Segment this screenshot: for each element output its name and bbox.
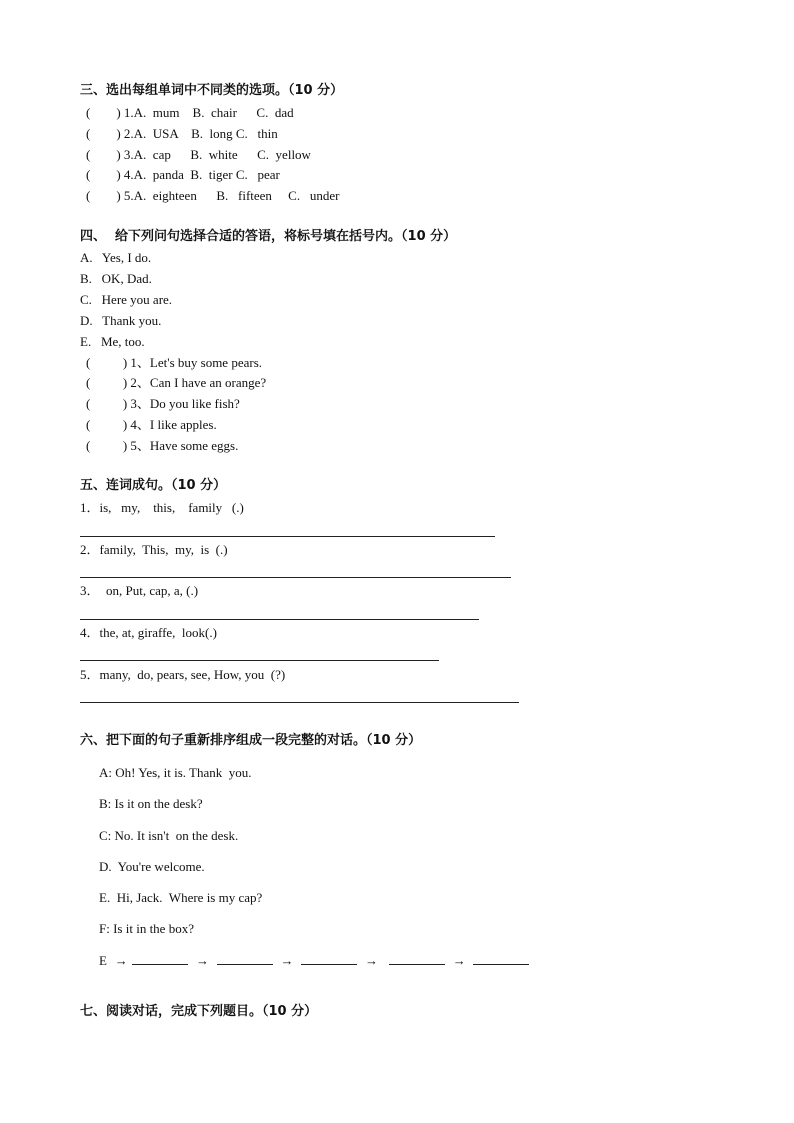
arrow-icon: → — [280, 953, 294, 968]
s6-order-blank-1[interactable] — [132, 952, 188, 965]
s6-order-blank-3[interactable] — [301, 952, 357, 965]
s6-line-f: F: Is it in the box? — [99, 921, 194, 936]
arrow-icon: → — [195, 953, 209, 968]
section-5-title: 五、连词成句。（10 分） — [80, 478, 227, 493]
s4-question-3: ( ) 3、Do you like fish? — [86, 396, 240, 411]
s4-question-4: ( ) 4、I like apples. — [86, 417, 217, 432]
section-7-title: 七、阅读对话，完成下列题目。（10 分） — [80, 1004, 318, 1019]
s3-row-1: ( ) 1.A. mum B. chair C. dad — [86, 105, 294, 120]
arrow-icon: → — [364, 953, 378, 968]
s5-item-1: 1．is, my, this, family (.) — [80, 500, 244, 515]
s4-answer-e: E. Me, too. — [80, 334, 145, 349]
s4-answer-a: A. Yes, I do. — [80, 250, 152, 265]
s3-row-3: ( ) 3.A. cap B. white C. yellow — [86, 147, 311, 162]
s6-order-start: E — [99, 953, 107, 968]
s6-line-d: D. You're welcome. — [99, 859, 205, 874]
s3-row-5: ( ) 5.A. eighteen B. fifteen C. under — [86, 188, 340, 203]
s4-answer-d: D. Thank you. — [80, 313, 162, 328]
s5-answer-line-5[interactable] — [80, 702, 519, 703]
s5-item-4: 4．the, at, giraffe, look(.) — [80, 625, 217, 640]
arrow-icon: → — [114, 953, 128, 968]
section-3-title: 三、选出每组单词中不同类的选项。（10 分） — [80, 83, 344, 98]
section-4-title: 四、 给下列问句选择合适的答语，将标号填在括号内。（10 分） — [80, 229, 457, 244]
s4-answer-b: B. OK, Dad. — [80, 271, 152, 286]
s4-answer-c: C. Here you are. — [80, 292, 173, 307]
s6-line-c: C: No. It isn't on the desk. — [99, 828, 239, 843]
s6-order-blank-2[interactable] — [217, 952, 273, 965]
s6-order-blank-5[interactable] — [473, 952, 529, 965]
s5-item-3: 3． on, Put, cap, a, (.) — [80, 583, 199, 598]
s6-line-a: A: Oh! Yes, it is. Thank you. — [99, 765, 252, 780]
s6-order-row — [99, 952, 529, 969]
s5-answer-line-1[interactable] — [80, 536, 495, 537]
arrow-icon: → — [452, 953, 466, 968]
s5-answer-line-4[interactable] — [80, 660, 439, 661]
s5-answer-line-2[interactable] — [80, 577, 511, 578]
section-6-title: 六、把下面的句子重新排序组成一段完整的对话。（10 分） — [80, 733, 422, 748]
s4-question-1: ( ) 1、Let's buy some pears. — [86, 355, 263, 370]
s6-order-blank-4[interactable] — [389, 952, 445, 965]
s4-question-2: ( ) 2、Can I have an orange? — [86, 375, 267, 390]
s5-answer-line-3[interactable] — [80, 619, 479, 620]
s6-line-b: B: Is it on the desk? — [99, 796, 203, 811]
s6-line-e: E. Hi, Jack. Where is my cap? — [99, 890, 263, 905]
s5-item-5: 5．many, do, pears, see, How, you (?) — [80, 667, 286, 682]
s5-item-2: 2．family, This, my, is (.) — [80, 542, 228, 557]
s4-question-5: ( ) 5、Have some eggs. — [86, 438, 239, 453]
s3-row-4: ( ) 4.A. panda B. tiger C. pear — [86, 167, 280, 182]
s3-row-2: ( ) 2.A. USA B. long C. thin — [86, 126, 278, 141]
